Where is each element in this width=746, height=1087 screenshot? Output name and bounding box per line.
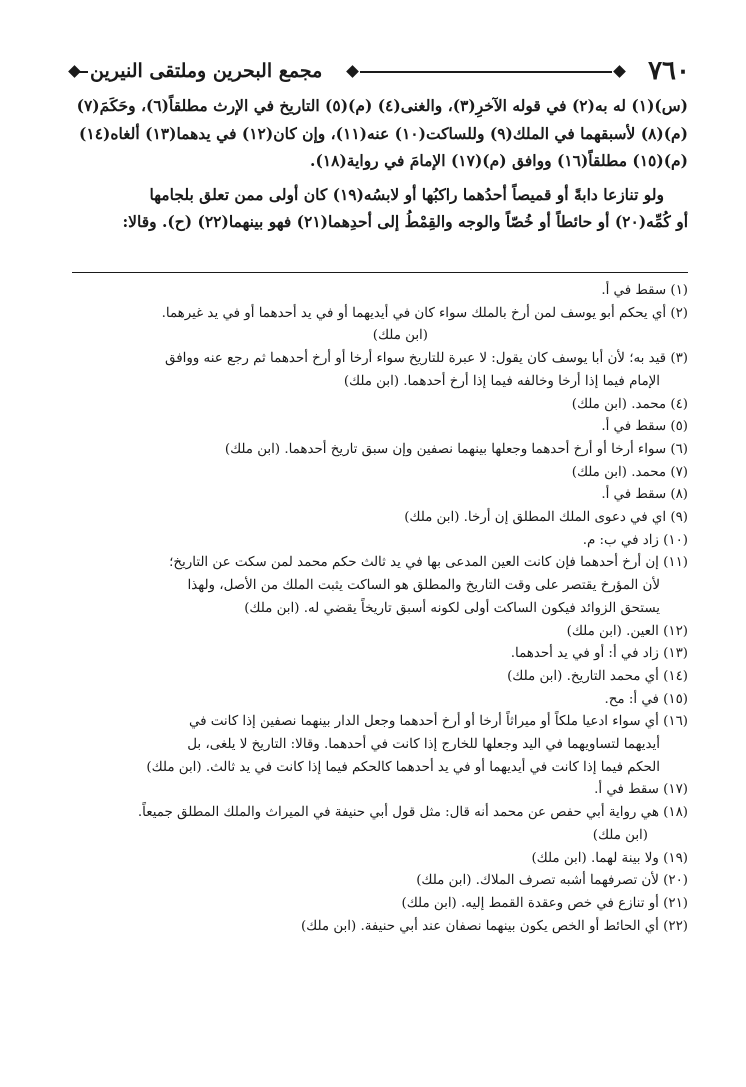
- main-text-line: (م)(١٥) مطلقاً(١٦) ووافق (م)(١٧) الإمامَ في رواية(١٨).: [310, 151, 688, 170]
- main-text-block: [44, 92, 688, 236]
- footnote-separator: [72, 272, 688, 273]
- footnote-line: (١) سقط في أ.: [601, 283, 688, 298]
- footnote-line: (٩) اي في دعوى الملك المطلق إن أرخا. (ابن ملك): [404, 510, 688, 526]
- header-rule: [360, 71, 612, 73]
- footnote-line: (٦) سواء أرخا أو أرخ أحدهما وجعلها بينهما نصفين وإن سبق تاريخ أحدهما. (ابن ملك): [224, 441, 688, 457]
- footnote-line: (٣) قيد به؛ لأن أبا يوسف كان يقول: لا عبرة للتاريخ سواء أرخا أو أرخ أحدهما ثم رجع عنه ووافق: [165, 351, 688, 367]
- page-header: [30, 54, 690, 90]
- footnote-line: (٨) سقط في أ.: [601, 487, 688, 503]
- footnotes-block: [64, 280, 688, 938]
- footnote-line: (٧) محمد. (ابن ملك): [571, 464, 688, 480]
- footnote-line: (٢٠) لأن تصرفهما أشبه تصرف الملاك. (ابن ملك): [416, 873, 688, 889]
- footnote-line: (١٨) هي رواية أبي حفص عن محمد أنه قال: مثل قول أبي حنيفة في الميراث والملك المطلق جميعاً.: [137, 805, 688, 821]
- footnote-line: (١٢) العين. (ابن ملك): [566, 623, 688, 639]
- footnote-line: (٢١) أو تنازع في خص وعقدة القمط إليه. (ابن ملك): [401, 895, 688, 911]
- footnote-line: الحكم فيما إذا كانت في أيديهما أو في يد أحدهما كالحكم فيما إذا كانت في يد ثالث. (ابن ملك): [146, 759, 660, 775]
- footnote-line: (١٦) أي سواء ادعيا ملكاً أو ميراثاً أرخا أو أرخ أحدهما وجعل الدار بينهما نصفين إذا كانت في: [188, 714, 688, 730]
- footnote-line: (١٩) ولا بينة لهما. (ابن ملك): [531, 850, 688, 866]
- diamond-ornament-icon: [346, 65, 359, 78]
- footnote-line: (١٥) في أ: مح.: [604, 691, 688, 707]
- diamond-ornament-icon: [613, 65, 626, 78]
- footnote-line: (ابن ملك): [592, 827, 648, 843]
- footnote-line: لأن المؤرخ يقتصر على وقت التاريخ والمطلق هو الساكت يثبت الملك من الأصل، ولهذا: [187, 578, 660, 594]
- footnote-line: (١٤) أي محمد التاريخ. (ابن ملك): [507, 668, 688, 684]
- running-title: مجمع البحرين وملتقى النيرين: [90, 60, 323, 82]
- page-number: ٧٦٠: [648, 56, 690, 86]
- footnote-line: (ابن ملك): [372, 328, 428, 344]
- main-text-line: (م)(٨) لأسبقهما في الملك(٩) وللساكت(١٠) عنه(١١)، وإن كان(١٢) في يدهما(١٣) ألغاه(١٤): [79, 123, 688, 143]
- main-text-line: ولو تنازعا دابةً أو قميصاً أحدُهما راكبُها أو لابسُه(١٩) كان أولى ممن تعلق بلجامها: [149, 184, 664, 204]
- footnote-line: (٢) أي يحكم أبو يوسف لمن أرخ بالملك سواء كان في أيديهما أو في يد أحدهما أو في يد غيرهما.: [161, 305, 688, 321]
- footnote-line: (٤) محمد. (ابن ملك): [571, 396, 688, 412]
- footnote-line: (١٠) زاد في ب: م.: [582, 532, 688, 548]
- diamond-ornament-icon: [68, 65, 81, 78]
- main-text-line: (س)(١) له به(٢) في قوله الآخرِ(٣)، والغنى(٤) (م)(٥) التاريخ في الإرث مطلقاً(٦)، وحَكَمَ(٧): [76, 96, 688, 115]
- footnote-line: (١١) إن أرخ أحدهما فإن كانت العين المدعى بها في يد ثالث حكم محمد لمن سكت عن التاريخ؛: [169, 555, 688, 571]
- footnote-line: الإمام فيما إذا أرخا وخالفه فيما إذا أرخ أحدهما. (ابن ملك): [343, 373, 660, 389]
- footnote-line: يستحق الزوائد فيكون الساكت أولى لكونه أسبق تاريخاً يقضي له. (ابن ملك): [244, 600, 660, 616]
- footnote-line: (٢٢) أي الحائط أو الخص يكون بينهما نصفان عند أبي حنيفة. (ابن ملك): [300, 918, 688, 934]
- footnote-line: (٥) سقط في أ.: [601, 419, 688, 435]
- footnote-line: (١٧) سقط في أ.: [594, 782, 688, 798]
- footnote-line: (١٣) زاد في أ: أو في يد أحدهما.: [510, 646, 688, 662]
- footnote-line: أيديهما لتساويهما في اليد وجعلها للخارج إذا كانت في أحدهما. وقالا: التاريخ لا يلغى، بل: [187, 737, 660, 753]
- main-text-line: أو كُمِّه(٢٠) أو حائطاً أو خُصّاً والوجه والقِمْطُ إلى أحدِهما(٢١) فهو بينهما(٢٢) (ح). وقالا:: [122, 212, 688, 231]
